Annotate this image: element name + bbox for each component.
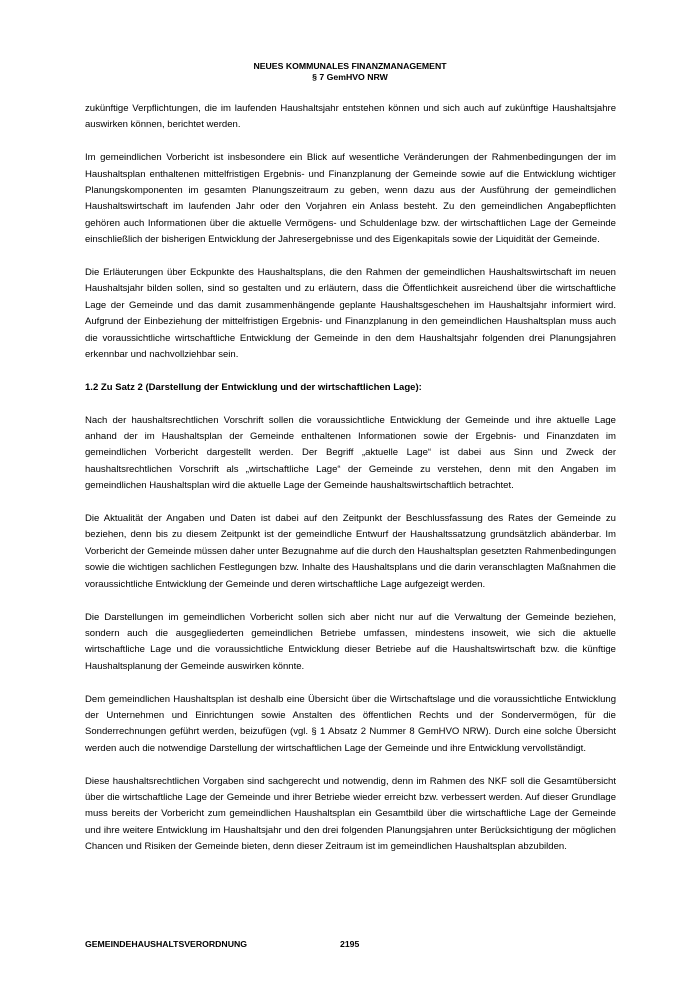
paragraph: zukünftige Verpflichtungen, die im laufenden Haushaltsjahr entstehen können und sich auch auf zukünftige Haushaltsjahre auswirken können, berichtet werden. <box>85 103 616 131</box>
paragraph: Diese haushaltsrechtlichen Vorgaben sind sachgerecht und notwendig, denn im Rahmen des NKF soll die Gesamtübersicht über die wirtschaftliche Lage der Gemeinde und ihrer Betriebe wieder erreicht bzw. verbessert werden. Auf dieser Grundlage muss bereits der Vorbericht zum gemeindlichen Haushaltsplan ein Gesamtbild über die wirtschaftliche Lage der Gemeinde und ihre weitere Entwicklung im Haushaltsjahr und den drei folgenden Planungsjahren unter Berücksichtigung der möglichen Chancen und Risiken der Gemeinde bieten, denn dieser Zeitraum ist im gemeindlichen Haushaltsplan abzubilden. <box>85 775 616 853</box>
paragraph: Dem gemeindlichen Haushaltsplan ist deshalb eine Übersicht über die Wirtschaftslage und die voraussichtliche Entwicklung der Unternehmen und Einrichtungen sowie Anstalten des öffentlichen Rechts und der Sondervermögen, für die Sonderrechnungen geführt werden, beizufügen (vgl. § 1 Absatz 2 Nummer 8 GemHVO NRW). Durch eine solche Übersicht werden auch die notwendige Darstellung der wirtschaftlichen Lage der Gemeinde und ihre Entwicklung vervollständigt. <box>85 693 616 754</box>
paragraph: Nach der haushaltsrechtlichen Vorschrift sollen die voraussichtliche Entwicklung der Gemeinde und ihre aktuelle Lage anhand der im Haushaltsplan der Gemeinde enthaltenen Informationen sowie der Ergebnis- und Finanzdaten im gemeindlichen Vorbericht dargestellt werden. Der Begriff „aktuelle Lage“ ist dabei aus Sinn und Zweck der haushaltsrechtlichen Vorschrift als „wirtschaftliche Lage“ der Gemeinde zu verstehen, denn mit den Angaben im gemeindlichen Haushaltsplan wird die aktuelle Lage der Gemeinde haushaltswirtschaftlich betrachtet. <box>85 414 616 492</box>
header-title: NEUES KOMMUNALES FINANZMANAGEMENT <box>253 61 447 71</box>
footer-title: GEMEINDEHAUSHALTSVERORDNUNG <box>85 939 248 949</box>
page-header <box>0 61 700 82</box>
section-heading: 1.2 Zu Satz 2 (Darstellung der Entwicklung und der wirtschaftlichen Lage): <box>85 381 422 393</box>
page-number: 2195 <box>340 939 360 949</box>
paragraph: Die Erläuterungen über Eckpunkte des Haushaltsplans, die den Rahmen der gemeindlichen Haushaltswirtschaft im neuen Haushaltsjahr bilden sollen, sind so gestalten und zu erläutern, dass die Öffentlichkeit ausreichend über die wirtschaftliche Lage der Gemeinde und das damit zusammenhängende geplante Haushaltsgeschehen im Haushaltsjahr informiert wird. Aufgrund der Einbeziehung der mittelfristigen Ergebnis- und Finanzplanung in den gemeindlichen Haushaltsplan muss auch die voraussichtliche wirtschaftliche Entwicklung der Gemeinde in den dem Haushaltsjahr folgenden drei Planungsjahren erkennbar und nachvollziehbar sein. <box>85 267 616 361</box>
document-body <box>85 101 616 872</box>
page-footer <box>85 939 616 949</box>
paragraph: Die Darstellungen im gemeindlichen Vorbericht sollen sich aber nicht nur auf die Verwaltung der Gemeinde beziehen, sondern auch die ausgegliederten gemeindlichen Betriebe umfassen, mindestens insoweit, wie sich die aktuelle wirtschaftliche Lage und die voraussichtliche Entwicklung dieser Betriebe auf die Haushaltswirtschaft bzw. die künftige Haushaltsplanung der Gemeinde auswirken könnte. <box>85 611 616 672</box>
paragraph: Die Aktualität der Angaben und Daten ist dabei auf den Zeitpunkt der Beschlussfassung des Rates der Gemeinde zu beziehen, denn bis zu diesem Zeitpunkt ist der gemeindliche Entwurf der Haushaltssatzung grundsätzlich abänderbar. Im Vorbericht der Gemeinde müssen daher unter Bezugnahme auf die durch den Haushaltsplan gesetzten Rahmenbedingungen sowie die wichtigen sachlichen Festlegungen bzw. Inhalte des Haushaltsplans und die darin veranschlagten Maßnahmen die voraussichtliche Entwicklung der Gemeinde und deren wirtschaftliche Lage aufgezeigt werden. <box>85 513 616 590</box>
header-subtitle: § 7 GemHVO NRW <box>312 71 388 82</box>
paragraph: Im gemeindlichen Vorbericht ist insbesondere ein Blick auf wesentliche Veränderungen der Rahmenbedingungen der im Haushaltsplan enthaltenen mittelfristigen Ergebnis- und Finanzplanung der Gemeinde sowie auf die Entwicklung wichtiger Planungskomponenten im gesamten Planungszeitraum zu geben, wenn dazu aus der Ausführung der gemeindlichen Haushaltswirtschaft im laufenden Jahr oder den Vorjahren ein Anlass besteht. Zu den gemeindlichen Angabepflichten gehören auch Informationen über die aktuelle Vermögens- und Schuldenlage bzw. der wirtschaftlichen Lage der Gemeinde einschließlich der bisherigen Entwicklung der Jahresergebnisse und des Eigenkapitals sowie der Liquidität der Gemeinde. <box>85 152 616 246</box>
